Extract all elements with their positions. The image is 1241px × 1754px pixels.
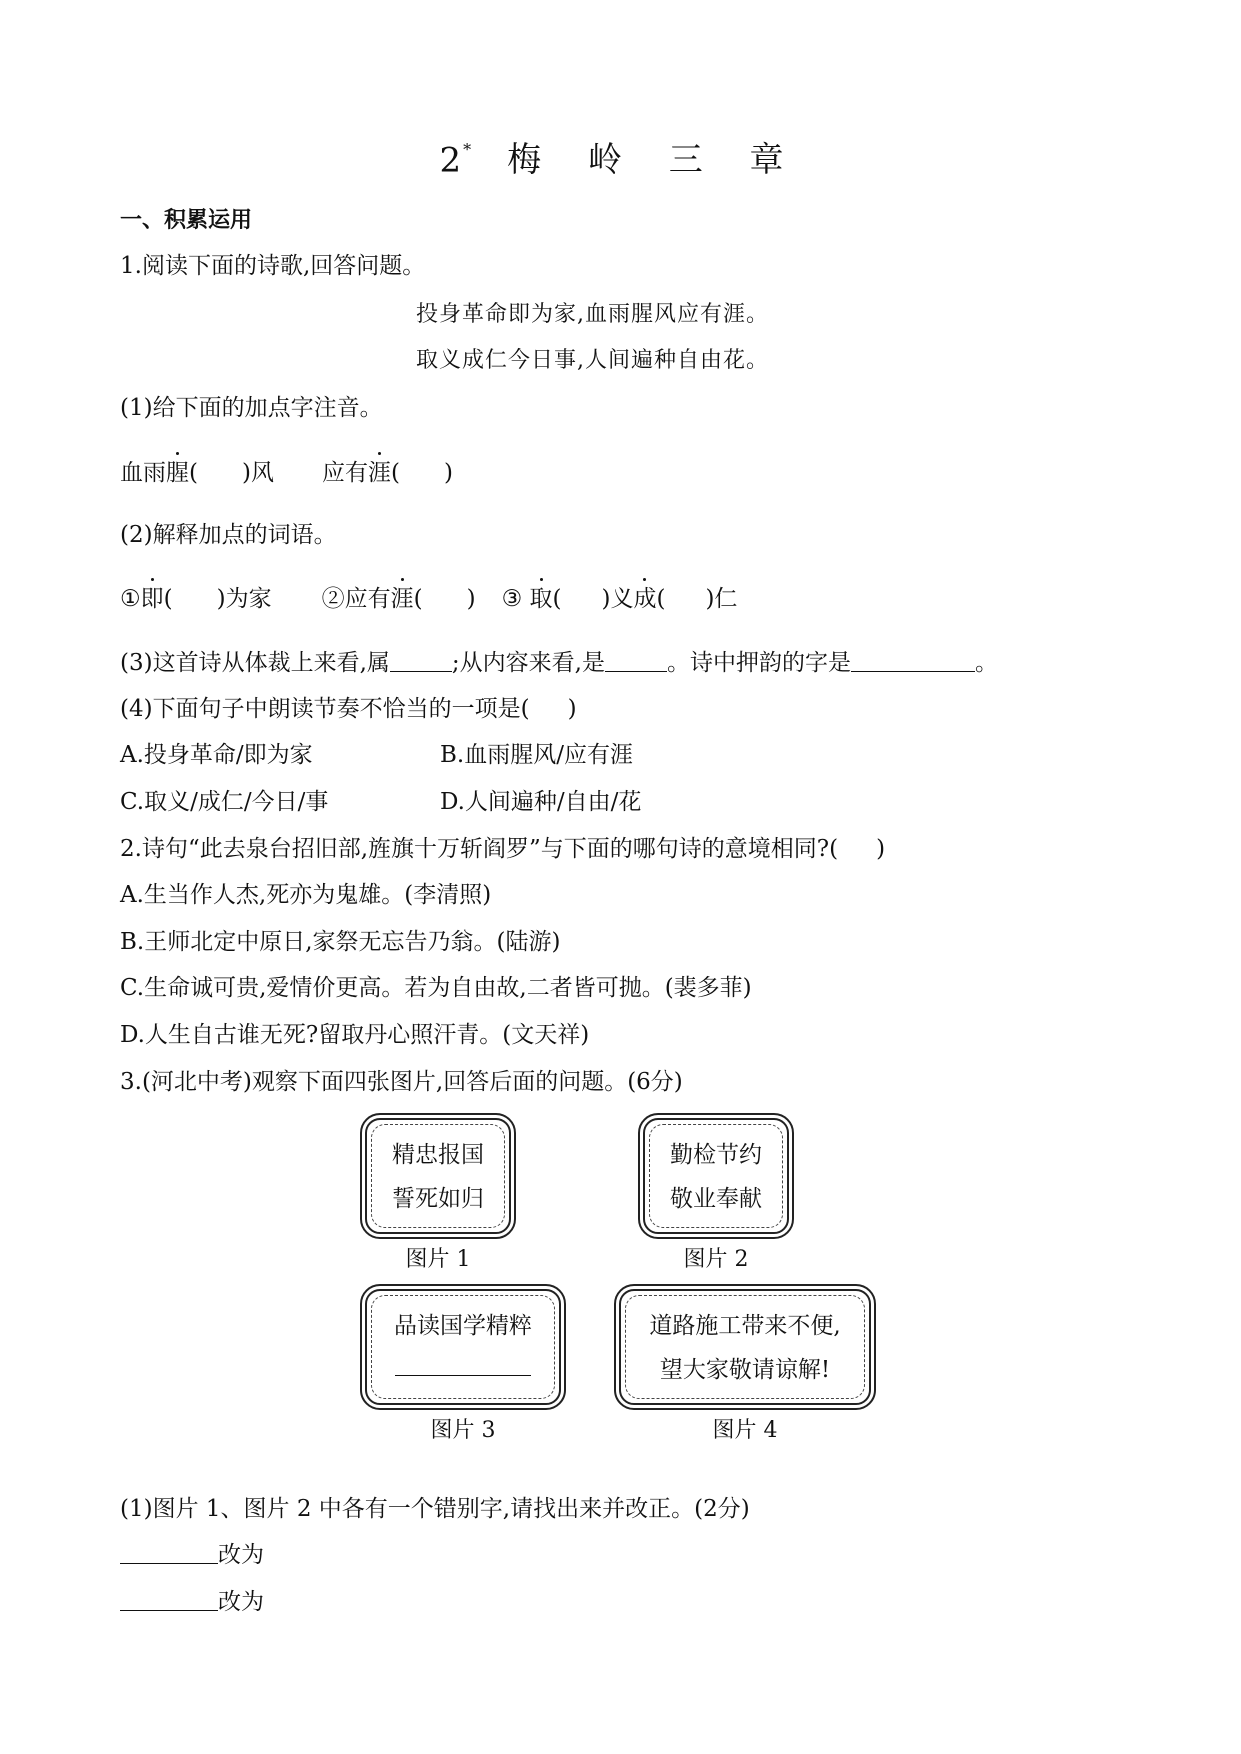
q1-option-c[interactable]: C.取义/成仁/今日/事 bbox=[120, 789, 329, 815]
q3-part1-stem: (1)图片 1、图片 2 中各有一个错别字,请找出来并改正。(2分) bbox=[120, 1496, 750, 1522]
q2-option-a[interactable]: A.生当作人杰,死亦为鬼雄。(李清照) bbox=[120, 882, 492, 908]
text: ( bbox=[656, 586, 666, 612]
text: ( bbox=[390, 460, 400, 486]
q1-part2-items bbox=[120, 584, 737, 614]
q1-part4-stem bbox=[120, 694, 577, 724]
text: 。诗中押韵的字是 bbox=[666, 650, 851, 676]
text: )为家 bbox=[216, 586, 272, 612]
text: 改为 bbox=[218, 1589, 264, 1615]
text: ( bbox=[552, 586, 562, 612]
q3-part1-answer-2 bbox=[120, 1587, 264, 1617]
text: ②应有 bbox=[321, 586, 391, 612]
q2-option-c[interactable]: C.生命诚可贵,爱情价更高。若为自由故,二者皆可抛。(裴多菲) bbox=[120, 975, 752, 1001]
q2-option-b[interactable]: B.王师北定中原日,家祭无忘告乃翁。(陆游) bbox=[120, 929, 561, 955]
picture-1-line-2: 誓死如归 bbox=[392, 1186, 484, 1212]
q2-stem bbox=[120, 834, 885, 864]
q1-part1-stem: (1)给下面的加点字注音。 bbox=[120, 395, 383, 421]
section-heading: 一、积累运用 bbox=[120, 208, 253, 233]
poem-line-2: 取义成仁今日事,人间遍种自由花。 bbox=[416, 348, 769, 373]
q1-option-b[interactable]: B.血雨腥风/应有涯 bbox=[440, 742, 633, 768]
text: (4)下面句子中朗读节奏不恰当的一项是( bbox=[120, 696, 530, 722]
picture-3-answer-blank[interactable] bbox=[395, 1375, 531, 1376]
text: ) bbox=[567, 696, 577, 722]
picture-4-frame bbox=[614, 1284, 876, 1410]
answer-blank[interactable] bbox=[390, 649, 452, 672]
picture-1-caption: 图片 1 bbox=[405, 1247, 471, 1272]
picture-2-line-2: 敬业奉献 bbox=[670, 1186, 762, 1212]
text: ( bbox=[413, 586, 423, 612]
picture-2-line-1: 勤检节约 bbox=[670, 1142, 762, 1168]
picture-4-caption: 图片 4 bbox=[712, 1418, 778, 1443]
text: ( bbox=[163, 586, 173, 612]
picture-3-caption: 图片 3 bbox=[430, 1418, 496, 1443]
text: 血雨 bbox=[120, 460, 166, 486]
dotted-char: 成 bbox=[633, 586, 657, 612]
text: ) bbox=[466, 586, 476, 612]
text: (3)这首诗从体裁上来看,属 bbox=[120, 650, 390, 676]
picture-4-line-1: 道路施工带来不便, bbox=[649, 1313, 841, 1339]
q1-option-d[interactable]: D.人间遍种/自由/花 bbox=[440, 789, 642, 815]
text: )仁 bbox=[705, 586, 738, 612]
dotted-char: 取 bbox=[529, 586, 553, 612]
lesson-number: 2 bbox=[439, 140, 464, 181]
text: ③ bbox=[501, 586, 530, 612]
q1-part2-stem: (2)解释加点的词语。 bbox=[120, 522, 337, 548]
answer-blank[interactable] bbox=[120, 1541, 218, 1564]
q1-option-a[interactable]: A.投身革命/即为家 bbox=[120, 742, 313, 768]
page-title bbox=[0, 134, 1241, 180]
q3-stem: 3.(河北中考)观察下面四张图片,回答后面的问题。(6分) bbox=[120, 1069, 683, 1095]
picture-4-line-2: 望大家敬请谅解! bbox=[659, 1357, 831, 1383]
text: 2.诗句“此去泉台招旧部,旌旗十万斩阎罗”与下面的哪句诗的意境相同?( bbox=[120, 836, 839, 862]
text: 。 bbox=[974, 650, 998, 676]
picture-2-frame bbox=[638, 1113, 794, 1239]
text: )风 bbox=[241, 460, 274, 486]
text: ;从内容来看,是 bbox=[451, 650, 605, 676]
q1-stem: 1.阅读下面的诗歌,回答问题。 bbox=[120, 253, 426, 279]
answer-blank[interactable] bbox=[120, 1588, 218, 1611]
dotted-char: 即 bbox=[140, 586, 164, 612]
picture-3-line-1: 品读国学精粹 bbox=[394, 1313, 532, 1339]
text: )义 bbox=[601, 586, 634, 612]
text: 应有 bbox=[321, 460, 368, 486]
dotted-char: 涯 bbox=[367, 460, 391, 486]
q2-option-d[interactable]: D.人生自古谁无死?留取丹心照汗青。(文天祥) bbox=[120, 1022, 590, 1048]
poem-line-1: 投身革命即为家,血雨腥风应有涯。 bbox=[416, 302, 769, 327]
q3-part1-answer-1 bbox=[120, 1540, 264, 1570]
text: ( bbox=[189, 460, 198, 486]
picture-1-frame bbox=[360, 1113, 516, 1239]
text: ) bbox=[876, 836, 886, 862]
picture-1-line-1: 精忠报国 bbox=[392, 1142, 484, 1168]
dotted-char: 涯 bbox=[390, 586, 414, 612]
answer-blank[interactable] bbox=[851, 649, 975, 672]
text: ① bbox=[120, 586, 141, 612]
text: 改为 bbox=[218, 1542, 264, 1568]
text: ) bbox=[443, 460, 453, 486]
lesson-name: 梅 岭 三 章 bbox=[507, 140, 802, 181]
q1-part1-items bbox=[120, 458, 453, 488]
answer-blank[interactable] bbox=[605, 649, 667, 672]
picture-3-frame bbox=[360, 1284, 566, 1410]
dotted-char: 腥 bbox=[166, 460, 189, 486]
q1-part3 bbox=[120, 648, 998, 678]
picture-2-caption: 图片 2 bbox=[683, 1247, 749, 1272]
lesson-mark: * bbox=[463, 140, 474, 159]
